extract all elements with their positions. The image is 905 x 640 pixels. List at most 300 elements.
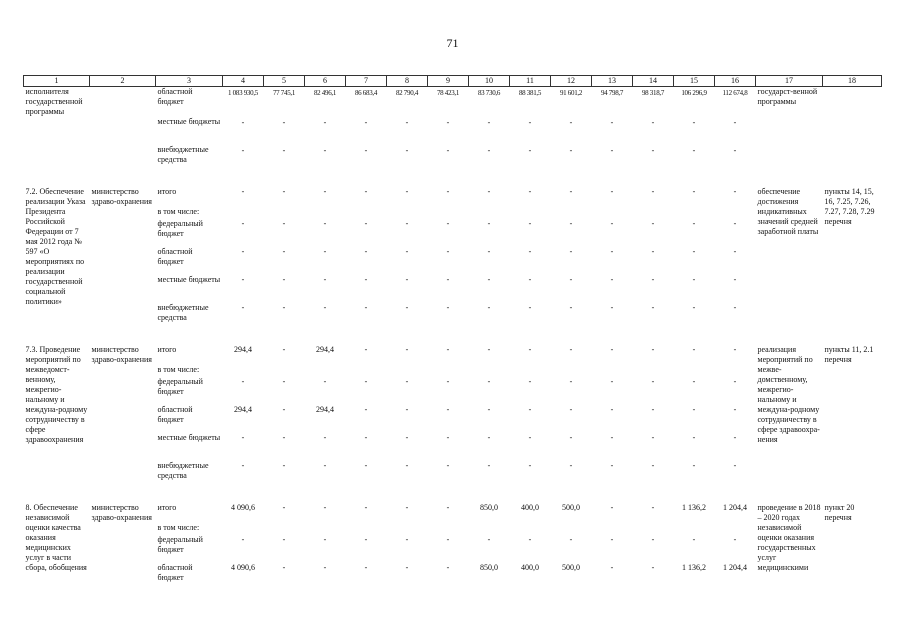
value-cell-col-5: - <box>282 376 286 386</box>
section-gap <box>24 489 882 503</box>
value-cell-col-6: - <box>323 302 327 312</box>
funding-source: областной бюджет <box>157 87 193 106</box>
value-cell-col-10 <box>469 207 510 219</box>
value-cell-col-12: - <box>569 460 573 470</box>
value-cell-col-9: - <box>446 302 450 312</box>
measure-name: исполнителя государственной программы <box>25 87 83 116</box>
funding-source: областной бюджет <box>157 562 193 582</box>
value-cell-col-5: - <box>282 302 286 312</box>
value-cell-col-4 <box>223 523 264 535</box>
indicator-reference: пункты 14, 15, 16, 7.25, 7.26, 7.27, 7.28, 7.29 перечня <box>824 186 875 226</box>
table-row <box>24 503 882 523</box>
value-cell-col-4: 294,4 <box>234 404 252 414</box>
value-cell-col-8: - <box>405 534 409 544</box>
header-cell-17: 17 <box>756 76 823 87</box>
value-cell-col-14: - <box>651 534 655 544</box>
measure-name: 7.3. Проведение мероприятий по межведомст-венному, межрегио-нальному и междуна-родному сотрудничеству в сфере здравоохранения <box>25 344 88 444</box>
value-cell-col-13 <box>592 365 633 377</box>
value-cell-col-8: - <box>405 502 409 512</box>
value-cell-col-14 <box>633 207 674 219</box>
value-cell-col-12: 500,0 <box>562 502 580 512</box>
value-cell-col-4: - <box>241 460 245 470</box>
value-cell-col-4: - <box>241 246 245 256</box>
funding-source: итого <box>157 502 177 512</box>
header-row <box>24 76 882 87</box>
funding-source: итого <box>157 344 177 354</box>
value-cell-col-5 <box>264 365 305 377</box>
value-cell-col-13: - <box>610 534 614 544</box>
value-cell-col-13: - <box>610 246 614 256</box>
value-cell-col-11: 88 381,5 <box>518 89 542 97</box>
value-cell-col-13: - <box>610 117 614 127</box>
executor: министерство здраво-охранения <box>91 186 152 206</box>
value-cell-col-11: - <box>528 145 532 155</box>
value-cell-col-15: - <box>692 376 696 386</box>
value-cell-col-16: - <box>733 218 737 228</box>
value-cell-col-7: - <box>364 376 368 386</box>
value-cell-col-14: - <box>651 502 655 512</box>
value-cell-col-8: - <box>405 302 409 312</box>
value-cell-col-4: 4 090,6 <box>231 562 255 572</box>
header-cell-11: 11 <box>510 76 551 87</box>
value-cell-col-9: - <box>446 246 450 256</box>
value-cell-col-8: - <box>405 562 409 572</box>
value-cell-col-10: - <box>487 302 491 312</box>
value-cell-col-8: - <box>405 460 409 470</box>
value-cell-col-8: - <box>405 117 409 127</box>
header-cell-2: 2 <box>90 76 156 87</box>
expected-result: проведение в 2018 – 2020 годах независимой оценки оказания государственных услуг медицинскими <box>757 502 821 572</box>
value-cell-col-7: - <box>364 562 368 572</box>
value-cell-col-10: 83 730,6 <box>477 89 501 97</box>
expected-result: реализация мероприятий по межве-домственному, межрегио-нальному и междуна-родному сотрудничеству в сфере здравоохра-нения <box>757 344 820 444</box>
value-cell-col-6: - <box>323 534 327 544</box>
table-row <box>24 345 882 365</box>
value-cell-col-10: - <box>487 117 491 127</box>
value-cell-col-12: - <box>569 302 573 312</box>
value-cell-col-9: - <box>446 145 450 155</box>
value-cell-col-7: - <box>364 432 368 442</box>
value-cell-col-10: - <box>487 274 491 284</box>
value-cell-col-10 <box>469 365 510 377</box>
value-cell-col-11: - <box>528 117 532 127</box>
value-cell-col-8: - <box>405 376 409 386</box>
value-cell-col-11 <box>510 365 551 377</box>
value-cell-col-4: - <box>241 186 245 196</box>
indicator-reference: пункт 20 перечня <box>824 502 855 522</box>
value-cell-col-10: - <box>487 145 491 155</box>
funding-source: областной бюджет <box>157 404 193 424</box>
funding-source: местные бюджеты <box>157 274 221 284</box>
value-cell-col-13: - <box>610 562 614 572</box>
value-cell-col-16 <box>715 207 756 219</box>
value-cell-col-16: - <box>733 534 737 544</box>
value-cell-col-15: - <box>692 344 696 354</box>
value-cell-col-5: - <box>282 404 286 414</box>
value-cell-col-16: - <box>733 432 737 442</box>
value-cell-col-5: 77 745,1 <box>272 89 296 97</box>
value-cell-col-11: - <box>528 302 532 312</box>
value-cell-col-7: 86 683,4 <box>354 89 378 97</box>
value-cell-col-12: - <box>569 186 573 196</box>
value-cell-col-14: - <box>651 218 655 228</box>
value-cell-col-10: - <box>487 432 491 442</box>
value-cell-col-8: - <box>405 145 409 155</box>
value-cell-col-13: - <box>610 376 614 386</box>
value-cell-col-11: - <box>528 274 532 284</box>
value-cell-col-4: 4 090,6 <box>231 502 255 512</box>
value-cell-col-9 <box>428 523 469 535</box>
value-cell-col-12: - <box>569 274 573 284</box>
value-cell-col-13: - <box>610 344 614 354</box>
value-cell-col-13: - <box>610 186 614 196</box>
value-cell-col-10: - <box>487 534 491 544</box>
value-cell-col-14: - <box>651 186 655 196</box>
value-cell-col-13: - <box>610 302 614 312</box>
funding-source: внебюджетные средства <box>157 460 209 480</box>
funding-source: в том числе: <box>157 206 200 216</box>
value-cell-col-15: 1 136,2 <box>682 562 706 572</box>
value-cell-col-11: - <box>528 218 532 228</box>
section-gap <box>24 173 882 187</box>
value-cell-col-6: - <box>323 562 327 572</box>
value-cell-col-11: - <box>528 432 532 442</box>
value-cell-col-12: - <box>569 404 573 414</box>
value-cell-col-4: - <box>241 218 245 228</box>
value-cell-col-7: - <box>364 186 368 196</box>
value-cell-col-6: 294,4 <box>316 344 334 354</box>
value-cell-col-14: - <box>651 376 655 386</box>
header-cell-18: 18 <box>823 76 882 87</box>
value-cell-col-6 <box>305 207 346 219</box>
funding-source: местные бюджеты <box>157 116 221 126</box>
page-number: 71 <box>446 36 459 50</box>
table-row <box>24 187 882 207</box>
value-cell-col-11: 400,0 <box>521 562 539 572</box>
value-cell-col-4: - <box>241 145 245 155</box>
value-cell-col-5: - <box>282 145 286 155</box>
value-cell-col-9: - <box>446 404 450 414</box>
value-cell-col-13 <box>592 523 633 535</box>
value-cell-col-11: - <box>528 186 532 196</box>
value-cell-col-12: - <box>569 344 573 354</box>
value-cell-col-15: 1 136,2 <box>682 502 706 512</box>
value-cell-col-8: - <box>405 246 409 256</box>
section-gap <box>24 331 882 345</box>
value-cell-col-7: - <box>364 274 368 284</box>
value-cell-col-8: - <box>405 432 409 442</box>
value-cell-col-4: 294,4 <box>234 344 252 354</box>
value-cell-col-16: - <box>733 274 737 284</box>
value-cell-col-8: 82 790,4 <box>395 89 419 97</box>
value-cell-col-15: - <box>692 534 696 544</box>
value-cell-col-13: - <box>610 145 614 155</box>
header-cell-6: 6 <box>305 76 346 87</box>
table-row <box>24 87 882 117</box>
value-cell-col-13: - <box>610 274 614 284</box>
value-cell-col-9: - <box>446 274 450 284</box>
value-cell-col-11: 400,0 <box>521 502 539 512</box>
value-cell-col-4: - <box>241 534 245 544</box>
value-cell-col-7: - <box>364 218 368 228</box>
measure-name: 8. Обеспечение независимой оценки качества оказания медицинских услуг в части сбора, обобщения <box>25 502 87 572</box>
value-cell-col-11: - <box>528 534 532 544</box>
value-cell-col-6: - <box>323 376 327 386</box>
value-cell-col-11 <box>510 207 551 219</box>
value-cell-col-15: - <box>692 302 696 312</box>
value-cell-col-13: - <box>610 404 614 414</box>
value-cell-col-13: - <box>610 460 614 470</box>
header-cell-4: 4 <box>223 76 264 87</box>
value-cell-col-4: 1 083 930,5 <box>228 89 258 97</box>
value-cell-col-7 <box>346 207 387 219</box>
value-cell-col-4: - <box>241 302 245 312</box>
value-cell-col-6 <box>305 523 346 535</box>
value-cell-col-14 <box>633 365 674 377</box>
value-cell-col-8: - <box>405 404 409 414</box>
funding-source: в том числе: <box>157 364 200 374</box>
value-cell-col-9: - <box>446 460 450 470</box>
value-cell-col-6: - <box>323 432 327 442</box>
value-cell-col-15: - <box>692 432 696 442</box>
value-cell-col-12: - <box>569 218 573 228</box>
value-cell-col-11: - <box>528 246 532 256</box>
value-cell-col-7: - <box>364 302 368 312</box>
value-cell-col-12: - <box>569 432 573 442</box>
value-cell-col-10: - <box>487 404 491 414</box>
value-cell-col-15: - <box>692 460 696 470</box>
value-cell-col-16 <box>715 365 756 377</box>
value-cell-col-10: - <box>487 186 491 196</box>
value-cell-col-14: - <box>651 432 655 442</box>
value-cell-col-12: - <box>569 534 573 544</box>
value-cell-col-8: - <box>405 218 409 228</box>
value-cell-col-5: - <box>282 186 286 196</box>
header-cell-12: 12 <box>551 76 592 87</box>
value-cell-col-5 <box>264 523 305 535</box>
value-cell-col-7 <box>346 523 387 535</box>
value-cell-col-10: - <box>487 460 491 470</box>
value-cell-col-14: - <box>651 117 655 127</box>
executor: министерство здраво-охранения <box>91 344 152 364</box>
value-cell-col-6: - <box>323 145 327 155</box>
executor: министерство здраво-охранения <box>91 502 152 522</box>
indicator-reference: пункты 11, 2.1 перечня <box>824 344 874 364</box>
value-cell-col-8: - <box>405 186 409 196</box>
measure-name: 7.2. Обеспечение реализации Указа Президента Российской Федерации от 7 мая 2012 года № 597 «О мероприятиях по реализации государственной социальной политики» <box>25 186 86 306</box>
value-cell-col-15 <box>674 365 715 377</box>
value-cell-col-13: - <box>610 218 614 228</box>
header-cell-15: 15 <box>674 76 715 87</box>
header-cell-14: 14 <box>633 76 674 87</box>
header-cell-16: 16 <box>715 76 756 87</box>
value-cell-col-13: - <box>610 502 614 512</box>
funding-source: в том числе: <box>157 522 200 532</box>
value-cell-col-6: - <box>323 502 327 512</box>
value-cell-col-16: - <box>733 117 737 127</box>
value-cell-col-6: - <box>323 218 327 228</box>
value-cell-col-11: - <box>528 376 532 386</box>
value-cell-col-16: - <box>733 302 737 312</box>
value-cell-col-10: - <box>487 376 491 386</box>
value-cell-col-15: 106 296,9 <box>681 89 707 97</box>
indicator-reference <box>823 87 882 173</box>
value-cell-col-8 <box>387 523 428 535</box>
value-cell-col-12 <box>551 523 592 535</box>
value-cell-col-12: 91 601,2 <box>559 89 583 97</box>
value-cell-col-9: - <box>446 562 450 572</box>
value-cell-col-8: - <box>405 344 409 354</box>
value-cell-col-7: - <box>364 534 368 544</box>
value-cell-col-5: - <box>282 460 286 470</box>
value-cell-col-14: 98 318,7 <box>641 89 665 97</box>
value-cell-col-5: - <box>282 432 286 442</box>
value-cell-col-15 <box>674 523 715 535</box>
header-cell-10: 10 <box>469 76 510 87</box>
value-cell-col-5: - <box>282 246 286 256</box>
value-cell-col-10: - <box>487 246 491 256</box>
header-cell-7: 7 <box>346 76 387 87</box>
funding-source: федеральный бюджет <box>157 218 203 238</box>
value-cell-col-6: - <box>323 274 327 284</box>
table-body <box>24 87 882 591</box>
value-cell-col-16: - <box>733 246 737 256</box>
value-cell-col-8: - <box>405 274 409 284</box>
value-cell-col-7: - <box>364 502 368 512</box>
budget-table <box>23 75 882 591</box>
value-cell-col-12 <box>551 207 592 219</box>
value-cell-col-5: - <box>282 562 286 572</box>
value-cell-col-10: 850,0 <box>480 562 498 572</box>
value-cell-col-12 <box>551 365 592 377</box>
value-cell-col-14: - <box>651 404 655 414</box>
value-cell-col-7: - <box>364 145 368 155</box>
funding-source: федеральный бюджет <box>157 376 203 396</box>
header-cell-8: 8 <box>387 76 428 87</box>
value-cell-col-9: - <box>446 502 450 512</box>
value-cell-col-16: 112 674,8 <box>722 89 748 97</box>
value-cell-col-6 <box>305 365 346 377</box>
value-cell-col-16: 1 204,4 <box>723 562 747 572</box>
funding-source: областной бюджет <box>157 246 193 266</box>
header-cell-5: 5 <box>264 76 305 87</box>
value-cell-col-14: - <box>651 562 655 572</box>
value-cell-col-4: - <box>241 274 245 284</box>
value-cell-col-9: - <box>446 534 450 544</box>
value-cell-col-15: - <box>692 145 696 155</box>
value-cell-col-6: - <box>323 246 327 256</box>
value-cell-col-6: - <box>323 460 327 470</box>
value-cell-col-9: - <box>446 218 450 228</box>
funding-source: федеральный бюджет <box>157 534 203 554</box>
value-cell-col-4 <box>223 365 264 377</box>
value-cell-col-16 <box>715 523 756 535</box>
value-cell-col-11: - <box>528 344 532 354</box>
value-cell-col-12: - <box>569 145 573 155</box>
value-cell-col-4: - <box>241 432 245 442</box>
value-cell-col-14 <box>633 523 674 535</box>
value-cell-col-7: - <box>364 404 368 414</box>
value-cell-col-7: - <box>364 246 368 256</box>
value-cell-col-5: - <box>282 117 286 127</box>
value-cell-col-10: - <box>487 344 491 354</box>
value-cell-col-6: - <box>323 117 327 127</box>
header-cell-1: 1 <box>24 76 90 87</box>
value-cell-col-8 <box>387 365 428 377</box>
value-cell-col-4: - <box>241 117 245 127</box>
funding-source: внебюджетные средства <box>157 144 209 164</box>
value-cell-col-7: - <box>364 117 368 127</box>
value-cell-col-5: - <box>282 274 286 284</box>
value-cell-col-11: - <box>528 404 532 414</box>
value-cell-col-10: - <box>487 218 491 228</box>
value-cell-col-6: 294,4 <box>316 404 334 414</box>
value-cell-col-13 <box>592 207 633 219</box>
value-cell-col-9 <box>428 365 469 377</box>
executor <box>90 87 156 173</box>
funding-source: итого <box>157 186 177 196</box>
value-cell-col-7 <box>346 365 387 377</box>
value-cell-col-9: - <box>446 344 450 354</box>
value-cell-col-9 <box>428 207 469 219</box>
header-cell-13: 13 <box>592 76 633 87</box>
value-cell-col-7: - <box>364 460 368 470</box>
value-cell-col-4 <box>223 207 264 219</box>
value-cell-col-14: - <box>651 344 655 354</box>
value-cell-col-5: - <box>282 502 286 512</box>
value-cell-col-5 <box>264 207 305 219</box>
value-cell-col-16: - <box>733 404 737 414</box>
value-cell-col-15 <box>674 207 715 219</box>
value-cell-col-12: - <box>569 376 573 386</box>
value-cell-col-12: - <box>569 246 573 256</box>
value-cell-col-5: - <box>282 534 286 544</box>
value-cell-col-10: 850,0 <box>480 502 498 512</box>
value-cell-col-16: - <box>733 145 737 155</box>
value-cell-col-6: - <box>323 186 327 196</box>
value-cell-col-5: - <box>282 218 286 228</box>
value-cell-col-11: - <box>528 460 532 470</box>
table-container <box>0 75 882 591</box>
value-cell-col-11 <box>510 523 551 535</box>
expected-result: обеспечение достижения индикативных значений средней заработной платы <box>757 186 819 236</box>
value-cell-col-10 <box>469 523 510 535</box>
value-cell-col-5: - <box>282 344 286 354</box>
value-cell-col-15: - <box>692 117 696 127</box>
value-cell-col-16: - <box>733 344 737 354</box>
value-cell-col-16: - <box>733 460 737 470</box>
value-cell-col-9: - <box>446 117 450 127</box>
header-cell-9: 9 <box>428 76 469 87</box>
value-cell-col-7: - <box>364 344 368 354</box>
funding-source: местные бюджеты <box>157 432 221 442</box>
value-cell-col-14: - <box>651 246 655 256</box>
value-cell-col-9: - <box>446 186 450 196</box>
value-cell-col-12: 500,0 <box>562 562 580 572</box>
value-cell-col-15: - <box>692 274 696 284</box>
value-cell-col-9: - <box>446 376 450 386</box>
value-cell-col-14: - <box>651 302 655 312</box>
value-cell-col-15: - <box>692 404 696 414</box>
value-cell-col-9: 78 423,1 <box>436 89 460 97</box>
value-cell-col-8 <box>387 207 428 219</box>
value-cell-col-16: - <box>733 186 737 196</box>
value-cell-col-4: - <box>241 376 245 386</box>
value-cell-col-16: 1 204,4 <box>723 502 747 512</box>
value-cell-col-12: - <box>569 117 573 127</box>
value-cell-col-15: - <box>692 186 696 196</box>
value-cell-col-15: - <box>692 218 696 228</box>
